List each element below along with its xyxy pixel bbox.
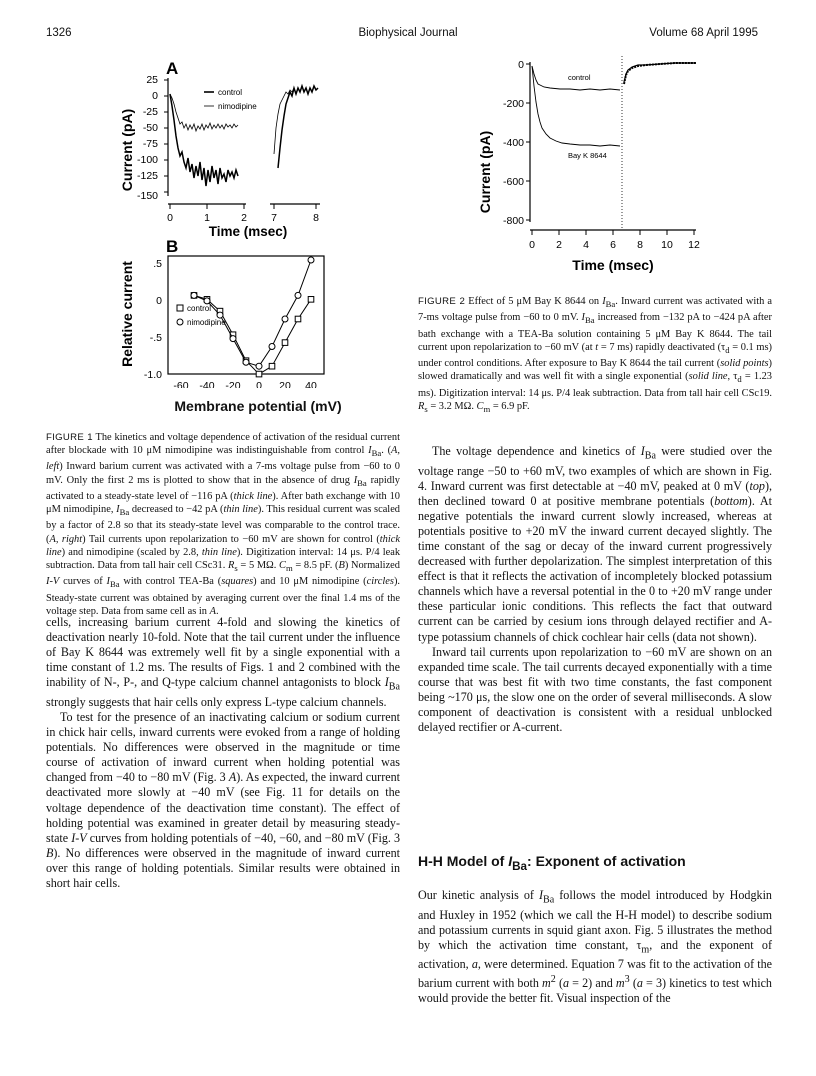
iv-point-nimodipine xyxy=(269,344,275,350)
fig1b-xtick: -40 xyxy=(199,380,215,388)
figure-2 xyxy=(470,52,720,278)
fig1a-xtick: 8 xyxy=(313,212,319,224)
paragraph: Inward tail currents upon repolarization to −60 mV are shown on an expanded time scale. The tail currents decayed exponentially with a time course that was best fit with two time constants, the fast component being ~170 μs, the slow one on the order of several milliseconds. A slow component of deactivation is consistent with a residual unblocked delayed rectifier or A-current. xyxy=(418,644,772,735)
fig1a-ytick: -50 xyxy=(142,122,158,134)
iv-point-nimodipine xyxy=(217,312,223,318)
fig2-ytick: -200 xyxy=(502,98,524,110)
fig2-label-control: control xyxy=(568,73,591,82)
fig2-xlabel: Time (msec) xyxy=(572,257,654,273)
fig2-xtick: 2 xyxy=(556,239,562,251)
fig2-xtick: 6 xyxy=(610,239,616,251)
fig1a-trace-nimodipine xyxy=(170,94,238,131)
fig2-ytick: 0 xyxy=(518,59,524,71)
figure-1 xyxy=(108,58,368,388)
iv-line-control xyxy=(194,295,311,374)
fig1b-xtick: -20 xyxy=(225,380,241,388)
iv-point-control xyxy=(282,340,288,346)
fig1b-ytick: .5 xyxy=(153,258,162,270)
right-column-text xyxy=(418,444,772,735)
fig2-xtick: 4 xyxy=(583,239,589,251)
fig1b-legend-control: control xyxy=(187,304,212,313)
fig1a-ytick: 25 xyxy=(146,74,158,86)
iv-point-nimodipine xyxy=(204,298,210,304)
fig1b-ytick: -.5 xyxy=(149,332,162,344)
paragraph: The voltage dependence and kinetics of $I_{Ba}$ were studied over the voltage range −50 to +60 mV, two examples of which are shown in Fig. 4. Inward current was first detectable at −40 mV, peaked at 0 mV (top), then declined toward 0 at positive membrane potentials (bottom). At negative potentials the inward current slowly increased, whereas at potentials positive to +20 mV the inward current decayed slightly. The time constant of the sag or decay of the inward current progressively decreased with further depolarization. The simplest interpretation of this effect is that it reflects the activation of incompletely blocked potassium channels which have a reversal potential in the 0 to +20 mV range under these particular ionic conditions. This reflects the fact that outward current can be carried by cesium ions through delayed rectifier and A-type potassium channels of chick cochlear hair cells (data not shown). xyxy=(418,444,772,644)
fig1a-panel-label: A xyxy=(166,59,179,78)
right-column-text-2 xyxy=(418,888,772,1007)
paragraph: To test for the presence of an inactivating calcium or sodium current in chick hair cells, inward currents were evoked from a range of holding potentials. No differences were observed in the magnitude or time course of activation of inward current when holding potential was changed from −40 to −80 mV (Fig. 3 A). As expected, the inward current deactivated more slowly at −40 mV (see Fig. 11 for details on the voltage dependence of the deactivation time constant). The effect of holding potential was examined in greater detail by measuring steady-state I-V curves from holding potentials of −40, −60, and −80 mV (Fig. 3 B). No differences were observed in the magnitude of inward current over this range of holding potentials. Similar results were obtained in short hair cells. xyxy=(46,709,401,890)
fig1a-ytick: -150 xyxy=(136,190,158,202)
iv-point-nimodipine xyxy=(256,363,262,369)
iv-point-control xyxy=(269,363,275,369)
fig1b-legend-nimodipine: nimodipine xyxy=(187,318,226,327)
fig2-ylabel: Current (pA) xyxy=(477,130,493,214)
paragraph: cells, increasing barium current 4-fold and slowing the kinetics of deactivation nearly 10-fold. Note that the tail current under the influence of Bay K 8644 was extremely well fit by a single exponential with a time constant of 1.2 ms. The results of Figs. 1 and 2 combined with the inability of N-, P-, and Q-type calcium channel antagonists to block $I_{Ba}$ strongly suggests that hair cells only express L-type calcium channels. xyxy=(46,615,400,709)
fig1a-xtick: 0 xyxy=(167,212,173,224)
fig2-xtick: 12 xyxy=(688,239,700,251)
journal-title: Biophysical Journal xyxy=(358,27,458,39)
fig1a-xtick: 7 xyxy=(271,212,277,224)
fig2-ytick: -800 xyxy=(502,215,524,227)
fig2-xtick: 10 xyxy=(661,239,673,251)
fig1a-ytick: 0 xyxy=(152,90,158,102)
fig1a-xlabel: Time (msec) xyxy=(208,224,288,239)
fig1b-panel-label: B xyxy=(166,237,179,256)
page-number: 1326 xyxy=(46,27,72,39)
fig1a-ytick: -25 xyxy=(142,106,158,118)
iv-line-nimodipine xyxy=(194,260,311,366)
fig2-xtick: 0 xyxy=(529,239,535,251)
fig1a-ytick: -75 xyxy=(142,138,158,150)
fig1b-xtick: 20 xyxy=(279,380,291,388)
fig1b-ylabel: Relative current xyxy=(119,261,135,367)
fig1a-ytick: -125 xyxy=(136,170,158,182)
iv-point-control xyxy=(308,297,314,303)
fig1a-yticks xyxy=(137,74,158,202)
fig2-ytick: -400 xyxy=(502,137,524,149)
fig1a-xtick: 1 xyxy=(204,212,210,224)
paragraph: Our kinetic analysis of $I_{Ba}$ follows the model introduced by Hodgkin and Huxley in 1952 (which we call the H-H model) to describe sodium and potassium currents in squid giant axon. Fig. 5 illustrates the method by which the activation time constant, $\tau_m$, and the exponent of activation, a, were determined. Equation 7 was fit to the activation of the barium current with both $m^2$ (a = 2) and $m^3$ (a = 3) kinetics to test which would provide the better fit. Visual inspection of the xyxy=(418,888,772,1006)
fig1a-legend-control: control xyxy=(218,88,243,97)
fig1a-xtick: 2 xyxy=(241,212,247,224)
fig1a-ylabel: Current (pA) xyxy=(119,108,135,192)
iv-point-nimodipine xyxy=(230,336,236,342)
fig2-tail-fit xyxy=(624,63,696,82)
fig2-tail-points xyxy=(624,63,696,84)
iv-point-control xyxy=(295,316,301,322)
iv-point-nimodipine xyxy=(295,292,301,298)
fig2-label-bayk: Bay K 8644 xyxy=(568,151,607,160)
fig2-ytick: -600 xyxy=(502,176,524,188)
fig1a-legend-nimodipine: nimodipine xyxy=(218,102,257,111)
fig1-xlabel-b: Membrane potential (mV) xyxy=(174,398,342,414)
section-heading: H-H Model of $I_{Ba}$: Exponent of activation xyxy=(418,853,686,873)
fig1b-xtick: 40 xyxy=(305,380,317,388)
fig2-xtick: 8 xyxy=(637,239,643,251)
iv-point-nimodipine xyxy=(191,292,197,298)
iv-point-nimodipine xyxy=(282,316,288,322)
left-column-text xyxy=(46,615,400,891)
iv-point-nimodipine xyxy=(243,359,249,365)
fig1a-tail-control xyxy=(278,86,318,168)
fig1b-ytick: -1.0 xyxy=(143,369,162,381)
iv-point-nimodipine xyxy=(308,257,314,263)
fig1a-ytick: -100 xyxy=(136,154,158,166)
fig1b-xtick: -60 xyxy=(173,380,189,388)
fig1b-ytick: 0 xyxy=(156,295,162,307)
fig1b-xtick: 0 xyxy=(256,380,262,388)
volume-info: Volume 68 April 1995 xyxy=(649,27,758,39)
iv-point-control xyxy=(256,371,262,377)
figure-2-caption: FIGURE 2 Effect of 5 μM Bay K 8644 on $I_{Ba}$. Inward current was activated with a 7-ms voltage pulse from −60 to 0 mV. $I_{Ba}$ increased from −132 pA to −424 pA after bath exchange with a TEA-Ba solution containing 5 μM Bay K 8644. The tail current upon repolarization to −60 mV (at t = 7 ms) rapidly deactivated ($\tau_d = 0.1$ ms) under control conditions. After exposure to Bay K 8644 the tail current (solid points) slowed dramatically and was well fit with a single exponential (solid line, $\tau_d = 1.23$ ms). Digitization interval: 14 μs. P/4 leak subtraction. Data from tall hair cell CSc19. $R_s = 3.2$ MΩ. $C_m = 6.9$ pF. xyxy=(418,296,773,414)
figure-1-caption: FIGURE 1 The kinetics and voltage dependence of activation of the residual current after blockade with 10 μM nimodipine was indistinguishable from control $I_{Ba}$. (A, left) Inward barium current was activated with a 7-ms voltage pulse from −60 to 0 mV. Only the first 2 ms is plotted to show that in the absence of drug $I_{Ba}$ rapidly activated to a steady-state level of −116 pA (thick line). After bath exchange with 10 μM nimodipine, $I_{Ba}$ decreased to −42 pA (thin line). This residual current was scaled by a factor of 2.8 so that its steady-state level was comparable to the control trace. (A, right) Tail currents upon repolarization to −60 mV are shown for control (thick line) and nimodipine (scaled by 2.8, thin line). Digitization interval: 14 μs. P/4 leak subtraction. Data from tall hair cell CSc31. $R_s = 5$ MΩ. $C_m = 8.5$ pF. (B) Normalized I-V curves of $I_{Ba}$ with control TEA-Ba (squares) and 10 μM nimodipine (circles). Steady-state current was obtained by averaging current over the final 1.4 ms of the voltage step. Data from same cell as in A. xyxy=(46,432,401,617)
